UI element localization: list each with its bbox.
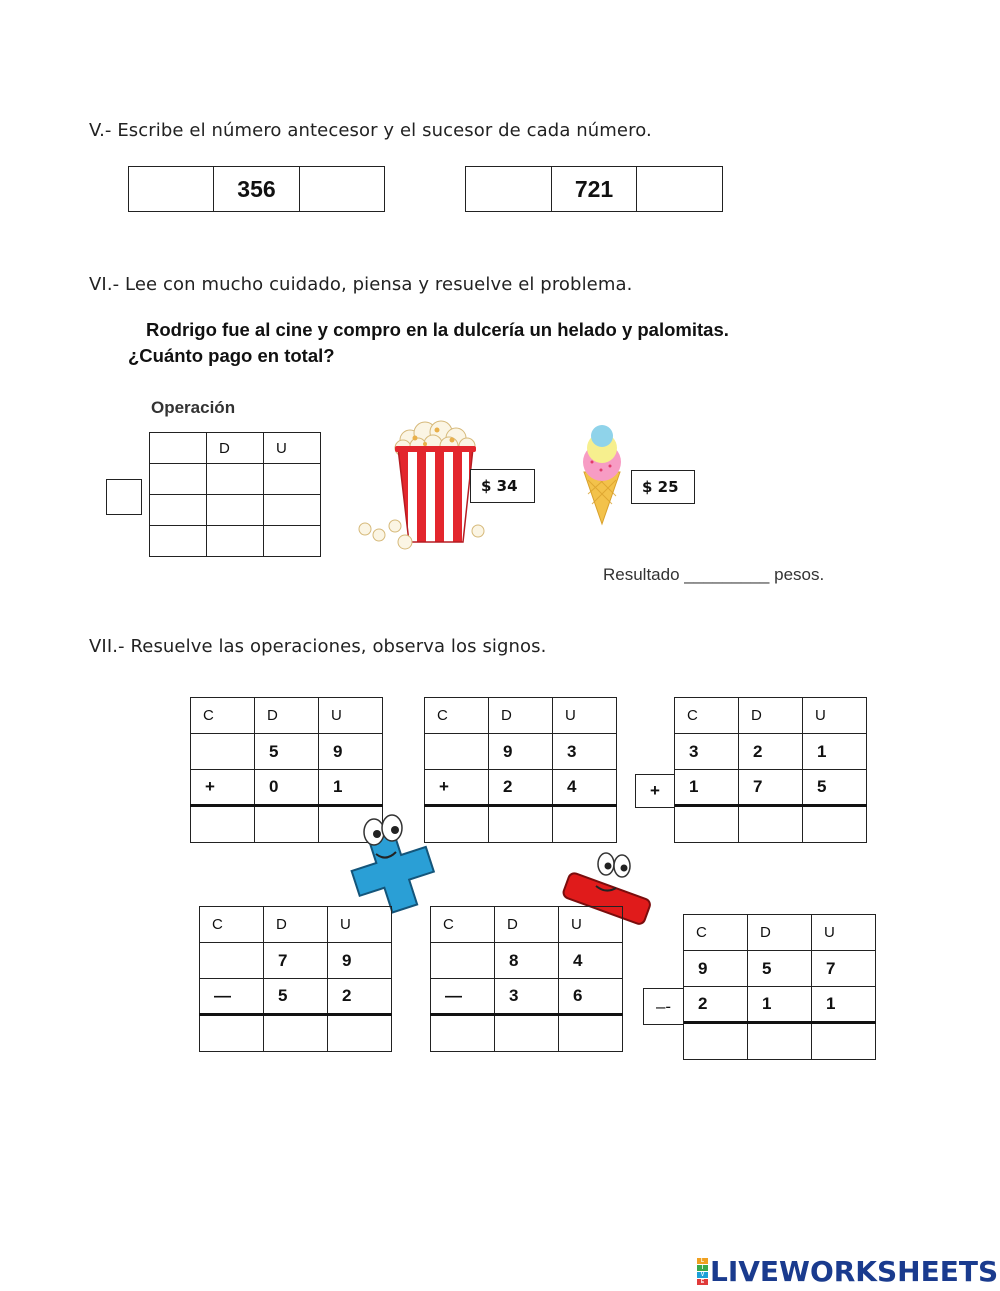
grid-cell[interactable] bbox=[264, 464, 321, 495]
digit-cell: 9 bbox=[319, 734, 383, 770]
digit-cell: 1 bbox=[675, 770, 739, 806]
digit-cell: 5 bbox=[255, 734, 319, 770]
digit-cell bbox=[200, 943, 264, 979]
digit-cell: 2 bbox=[739, 734, 803, 770]
digit-cell: 4 bbox=[553, 770, 617, 806]
sign-input-box[interactable] bbox=[106, 479, 142, 515]
section-6-heading: VI.- Lee con mucho cuidado, piensa y resuelve el problema. bbox=[89, 274, 633, 295]
header-u: U bbox=[328, 907, 392, 943]
digit-cell: 3 bbox=[675, 734, 739, 770]
digit-cell: 1 bbox=[812, 987, 876, 1023]
problem-text-line-2: ¿Cuánto pago en total? bbox=[128, 345, 335, 366]
answer-cell[interactable] bbox=[559, 1015, 623, 1052]
grid-cell[interactable] bbox=[207, 526, 264, 557]
ice-cream-icon bbox=[574, 422, 630, 526]
header-d: D bbox=[739, 698, 803, 734]
grid-cell[interactable] bbox=[264, 526, 321, 557]
sucesor-input-1[interactable] bbox=[300, 167, 384, 211]
given-number-1: 356 bbox=[214, 167, 299, 211]
header-c: C bbox=[675, 698, 739, 734]
sign-cell: — bbox=[200, 979, 264, 1015]
antecesor-sucesor-row-1 bbox=[128, 166, 385, 212]
header-c: C bbox=[191, 698, 255, 734]
ice-cream-price: $ 25 bbox=[631, 470, 695, 504]
header-c: C bbox=[425, 698, 489, 734]
header-c: C bbox=[431, 907, 495, 943]
digit-cell: 3 bbox=[495, 979, 559, 1015]
antecesor-sucesor-row-2 bbox=[465, 166, 723, 212]
grid-header-blank bbox=[150, 433, 207, 464]
digit-cell: 0 bbox=[255, 770, 319, 806]
logo-badge bbox=[697, 1258, 708, 1285]
operation-label: Operación bbox=[151, 398, 236, 417]
answer-cell[interactable] bbox=[553, 806, 617, 843]
given-number-2: 721 bbox=[552, 167, 638, 211]
digit-cell: 5 bbox=[748, 951, 812, 987]
digit-cell: 5 bbox=[264, 979, 328, 1015]
grid-header-d: D bbox=[207, 433, 264, 464]
header-u: U bbox=[803, 698, 867, 734]
header-u: U bbox=[319, 698, 383, 734]
grid-cell[interactable] bbox=[264, 495, 321, 526]
digit-cell: 2 bbox=[684, 987, 748, 1023]
operation-table-5 bbox=[430, 906, 623, 1052]
answer-cell[interactable] bbox=[328, 1015, 392, 1052]
digit-cell bbox=[425, 734, 489, 770]
answer-cell[interactable] bbox=[431, 1015, 495, 1052]
answer-cell[interactable] bbox=[495, 1015, 559, 1052]
answer-cell[interactable] bbox=[684, 1023, 748, 1060]
minus-sign-box: –- bbox=[643, 988, 684, 1025]
result-unit: pesos. bbox=[774, 565, 825, 584]
answer-cell[interactable] bbox=[803, 806, 867, 843]
section-5-heading: V.- Escribe el número antecesor y el sucesor de cada número. bbox=[89, 120, 652, 141]
grid-header-u: U bbox=[264, 433, 321, 464]
operation-table-2 bbox=[424, 697, 617, 843]
problem-text-line-1: Rodrigo fue al cine y compro en la dulcería un helado y palomitas. bbox=[146, 319, 729, 340]
header-d: D bbox=[489, 698, 553, 734]
sign-cell: + bbox=[191, 770, 255, 806]
operation-table-3 bbox=[674, 697, 867, 843]
result-line bbox=[603, 565, 824, 585]
digit-cell: 8 bbox=[495, 943, 559, 979]
header-d: D bbox=[495, 907, 559, 943]
header-c: C bbox=[684, 915, 748, 951]
digit-cell: 9 bbox=[684, 951, 748, 987]
answer-cell[interactable] bbox=[812, 1023, 876, 1060]
plus-sign-box: + bbox=[635, 774, 675, 808]
digit-cell: 3 bbox=[553, 734, 617, 770]
sign-cell: — bbox=[431, 979, 495, 1015]
digit-cell: 7 bbox=[739, 770, 803, 806]
answer-cell[interactable] bbox=[739, 806, 803, 843]
logo-letter: V bbox=[697, 1272, 708, 1278]
digit-cell: 7 bbox=[264, 943, 328, 979]
operation-table-4 bbox=[199, 906, 392, 1052]
grid-cell[interactable] bbox=[207, 495, 264, 526]
header-c: C bbox=[200, 907, 264, 943]
popcorn-price: $ 34 bbox=[470, 469, 535, 503]
digit-cell: 2 bbox=[328, 979, 392, 1015]
digit-cell: 9 bbox=[328, 943, 392, 979]
logo-text: LIVEWORKSHEETS bbox=[710, 1255, 999, 1288]
header-d: D bbox=[255, 698, 319, 734]
digit-cell: 1 bbox=[748, 987, 812, 1023]
grid-cell[interactable] bbox=[150, 464, 207, 495]
answer-cell[interactable] bbox=[489, 806, 553, 843]
digit-cell: 9 bbox=[489, 734, 553, 770]
operation-table-6 bbox=[683, 914, 876, 1060]
digit-cell bbox=[431, 943, 495, 979]
operation-grid bbox=[149, 432, 321, 557]
header-u: U bbox=[553, 698, 617, 734]
digit-cell: 6 bbox=[559, 979, 623, 1015]
logo-letter: I bbox=[697, 1265, 708, 1271]
digit-cell: 2 bbox=[489, 770, 553, 806]
digit-cell bbox=[191, 734, 255, 770]
liveworksheets-logo bbox=[697, 1255, 998, 1288]
antecesor-input-1[interactable] bbox=[129, 167, 214, 211]
result-blank[interactable]: _________ bbox=[684, 565, 770, 584]
grid-cell[interactable] bbox=[150, 526, 207, 557]
answer-cell[interactable] bbox=[264, 1015, 328, 1052]
logo-letter: E bbox=[697, 1279, 708, 1285]
answer-cell[interactable] bbox=[748, 1023, 812, 1060]
header-d: D bbox=[264, 907, 328, 943]
result-label: Resultado bbox=[603, 565, 680, 584]
answer-cell[interactable] bbox=[675, 806, 739, 843]
answer-cell[interactable] bbox=[255, 806, 319, 843]
header-d: D bbox=[748, 915, 812, 951]
header-u: U bbox=[559, 907, 623, 943]
grid-cell[interactable] bbox=[207, 464, 264, 495]
digit-cell: 4 bbox=[559, 943, 623, 979]
answer-cell[interactable] bbox=[200, 1015, 264, 1052]
header-u: U bbox=[812, 915, 876, 951]
digit-cell: 7 bbox=[812, 951, 876, 987]
antecesor-input-2[interactable] bbox=[466, 167, 552, 211]
answer-cell[interactable] bbox=[191, 806, 255, 843]
digit-cell: 1 bbox=[319, 770, 383, 806]
digit-cell: 1 bbox=[803, 734, 867, 770]
grid-cell[interactable] bbox=[150, 495, 207, 526]
sucesor-input-2[interactable] bbox=[637, 167, 722, 211]
logo-letter: L bbox=[697, 1258, 708, 1264]
section-7-heading: VII.- Resuelve las operaciones, observa los signos. bbox=[89, 636, 547, 657]
digit-cell: 5 bbox=[803, 770, 867, 806]
sign-cell: + bbox=[425, 770, 489, 806]
